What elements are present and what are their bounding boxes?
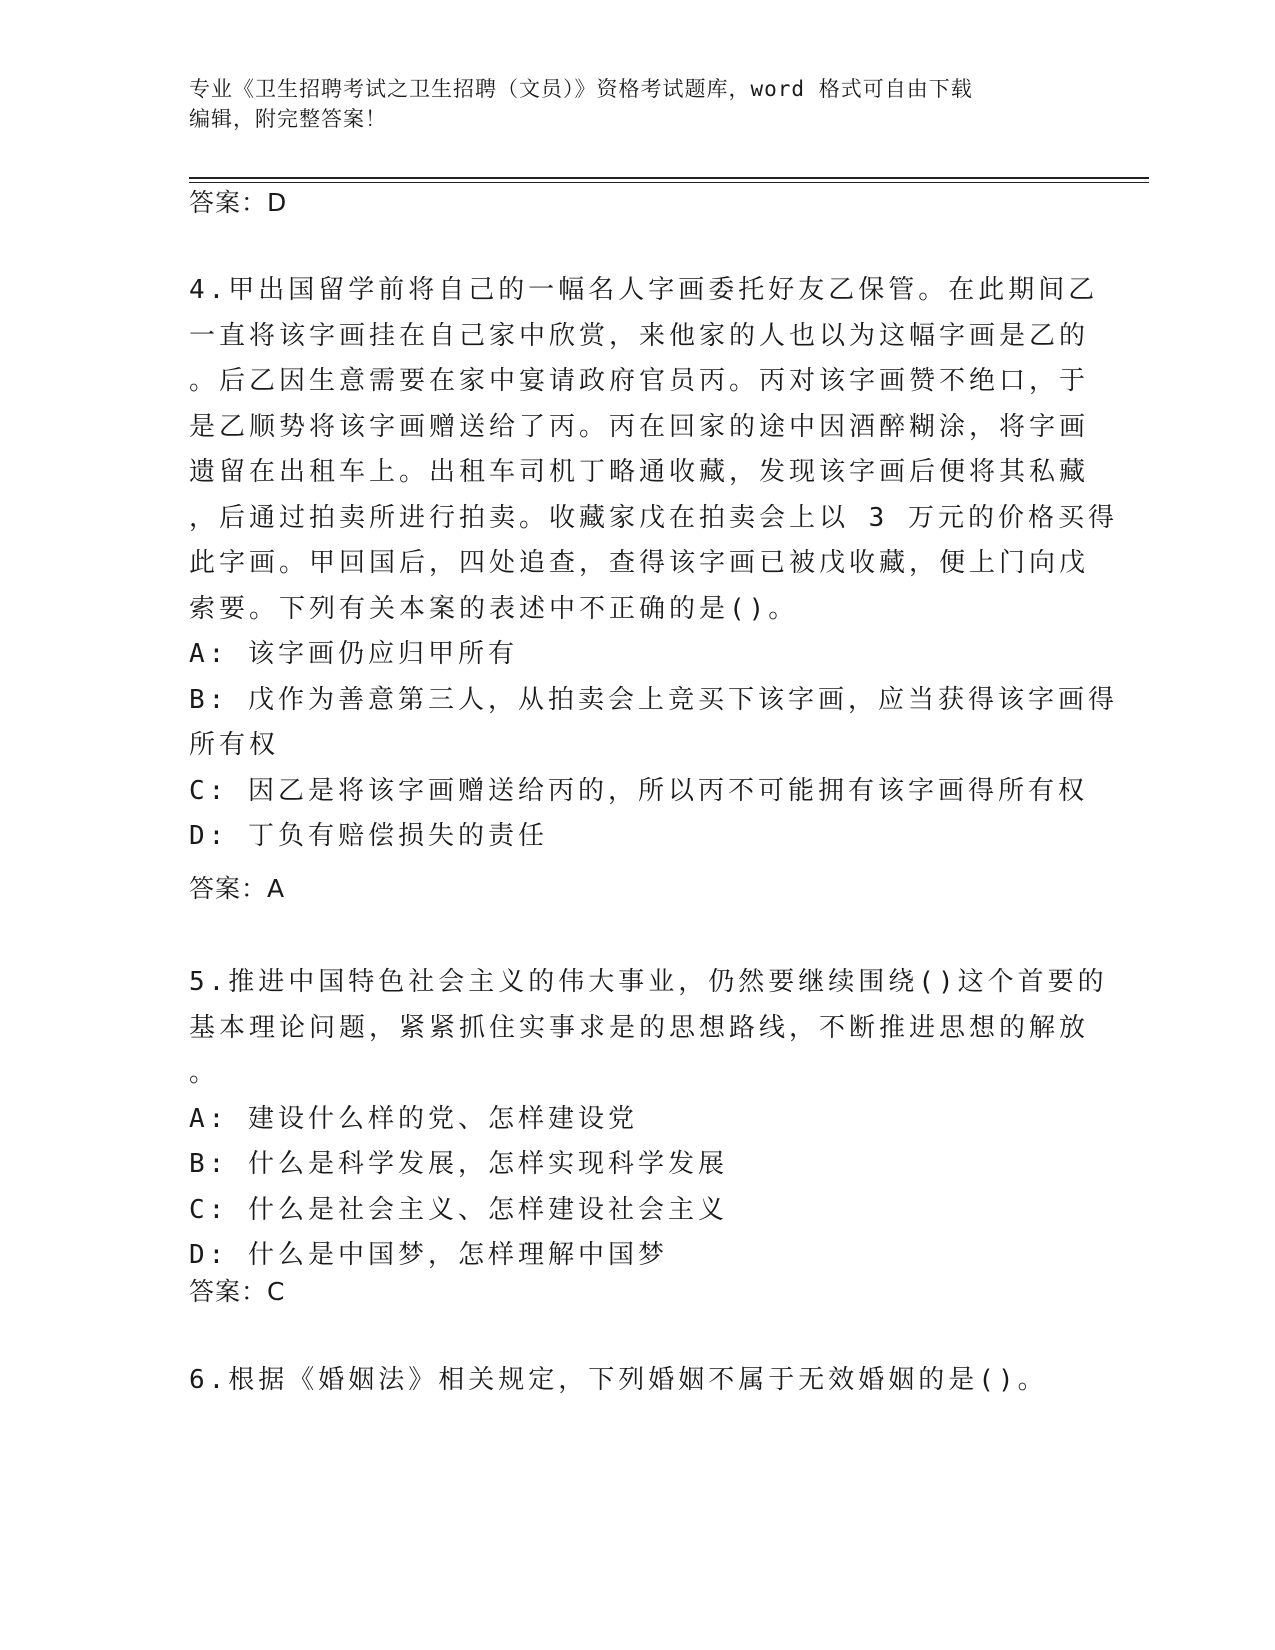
q5-option-d: D: 什么是中国梦，怎样理解中国梦 xyxy=(189,1240,668,1270)
q5-option-c: C: 什么是社会主义、怎样建设社会主义 xyxy=(189,1194,728,1225)
q4-line-5: 遗留在出租车上。出租车司机丁略通收藏，发现该字画后便将其私藏 xyxy=(189,457,1090,487)
question-6 xyxy=(189,1358,1069,1404)
question-5 xyxy=(189,960,1108,1279)
document-header xyxy=(189,74,1089,134)
q4-line-7: 此字画。甲回国后，四处追查，查得该字画已被戊收藏，便上门向戊 xyxy=(189,548,1090,578)
q5-line-2: 基本理论问题，紧紧抓住实事求是的思想路线，不断推进思想的解放 xyxy=(189,1012,1090,1043)
q4-line-8: 索要。下列有关本案的表述中不正确的是()。 xyxy=(189,593,799,624)
q4-option-d: D: 丁负有赔偿损失的责任 xyxy=(189,821,548,851)
header-line-1: 专业《卫生招聘考试之卫生招聘（文员）》资格考试题库，word 格式可自由下载 xyxy=(189,77,973,101)
q4-option-a: A: 该字画仍应归甲所有 xyxy=(189,639,518,669)
q4-line-3: 。后乙因生意需要在家中宴请政府官员丙。丙对该字画赞不绝口，于 xyxy=(189,366,1090,396)
question-4 xyxy=(189,268,1118,860)
q5-line-1: 5.推进中国特色社会主义的伟大事业，仍然要继续围绕()这个首要的 xyxy=(189,967,1108,997)
q4-option-b-cont: 所有权 xyxy=(189,730,280,760)
header-rule-thick xyxy=(189,177,1149,179)
q4-line-2: 一直将该字画挂在自己家中欣赏，来他家的人也以为这幅字画是乙的 xyxy=(189,320,1090,351)
answer-q4: 答案：A xyxy=(189,874,286,903)
q5-option-b: B: 什么是科学发展，怎样实现科学发展 xyxy=(189,1149,728,1179)
q4-line-1: 4.甲出国留学前将自己的一幅名人字画委托好友乙保管。在此期间乙 xyxy=(189,275,1099,305)
answer-q3: 答案：D xyxy=(189,188,288,217)
q4-option-b: B: 戊作为善意第三人，从拍卖会上竞买下该字画，应当获得该字画得 xyxy=(189,684,1118,715)
answer-q5: 答案：C xyxy=(189,1277,286,1306)
q6-line-1: 6.根据《婚姻法》相关规定，下列婚姻不属于无效婚姻的是()。 xyxy=(189,1365,1048,1395)
q4-line-4: 是乙顺势将该字画赠送给了丙。丙在回家的途中因酒醉糊涂，将字画 xyxy=(189,411,1090,442)
header-rule-thin xyxy=(189,182,1149,183)
q4-option-c: C: 因乙是将该字画赠送给丙的，所以丙不可能拥有该字画得所有权 xyxy=(189,775,1088,806)
q4-line-6: ，后通过拍卖所进行拍卖。收藏家戊在拍卖会上以 3 万元的价格买得 xyxy=(189,502,1118,533)
q5-line-3: 。 xyxy=(189,1058,220,1088)
q5-option-a: A: 建设什么样的党、怎样建设党 xyxy=(189,1103,638,1134)
header-line-2: 编辑，附完整答案！ xyxy=(189,107,387,131)
